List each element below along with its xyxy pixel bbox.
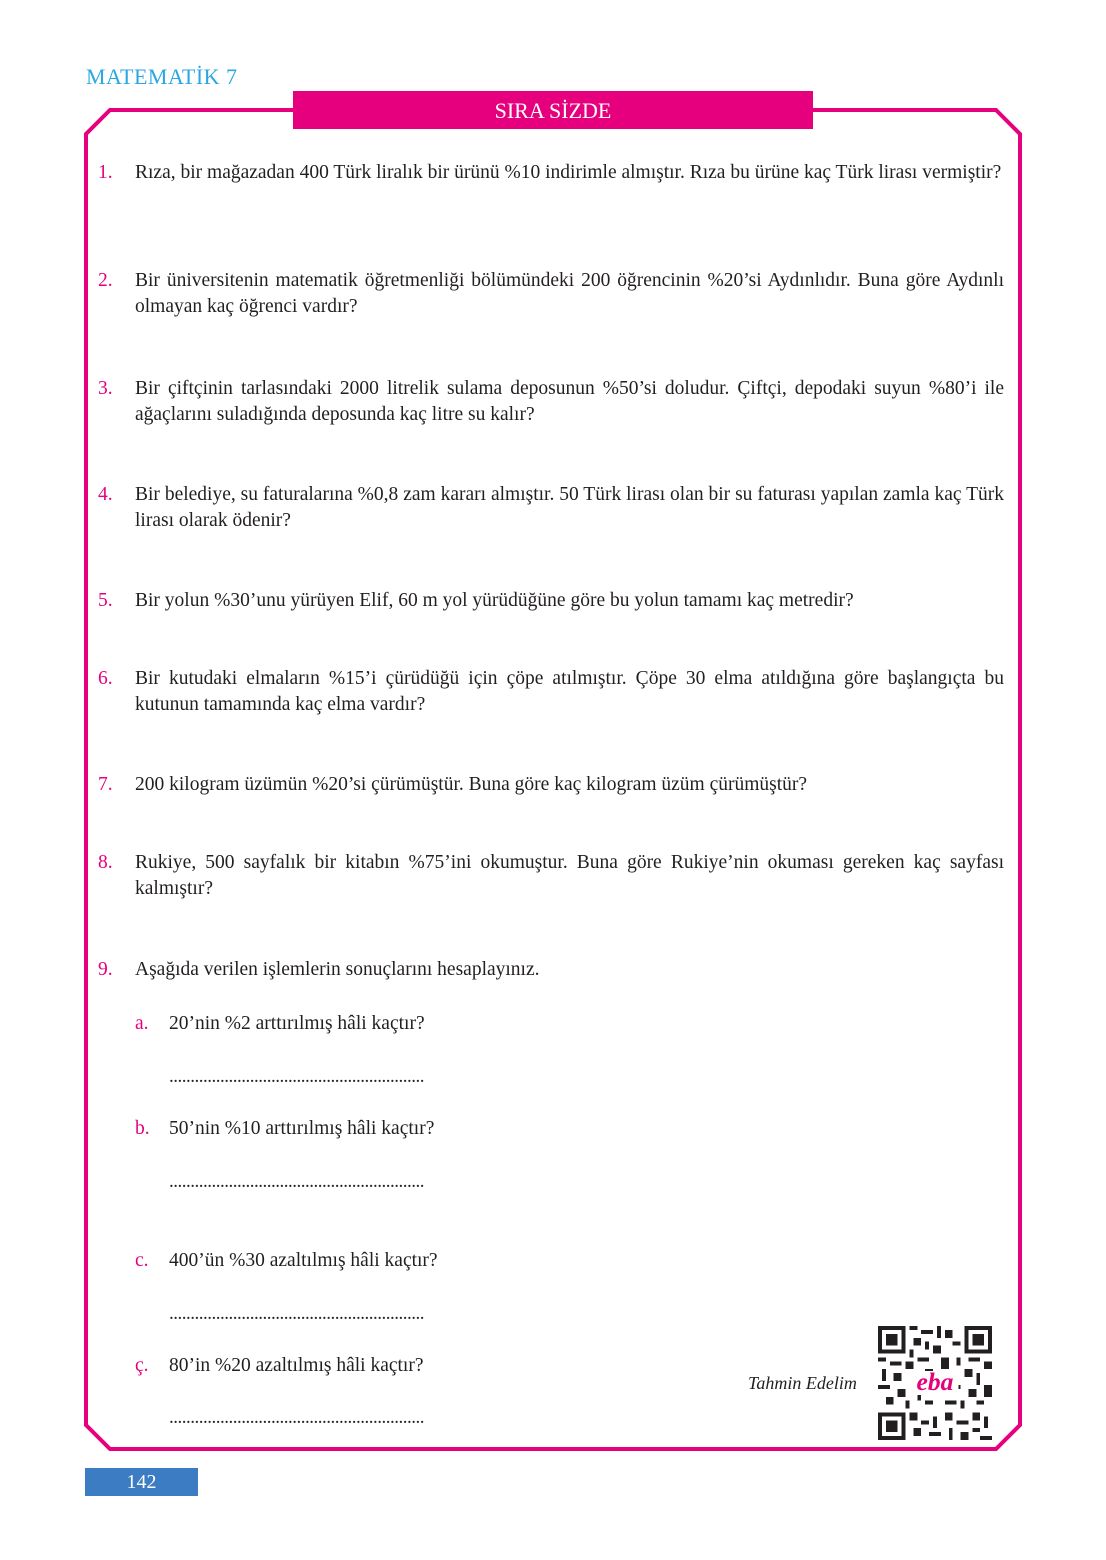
question-number: 9. <box>98 959 113 980</box>
sub-question-cedilla <box>135 1353 424 1379</box>
eba-logo: eba <box>916 1367 954 1397</box>
question-text: Bir çiftçinin tarlasındaki 2000 litrelik sulama deposunun %50’si doludur. Çiftçi, depodaki suyun %80’i ile ağaçlarını suladığında deposunda kaç litre su kalır? <box>135 378 1004 425</box>
sub-question-letter: c. <box>135 1250 149 1271</box>
section-banner: SIRA SİZDE <box>293 91 813 129</box>
question-2 <box>98 268 1004 320</box>
answer-blank[interactable]: ............................................................ <box>169 1407 424 1428</box>
question-6 <box>98 666 1004 718</box>
answer-blank[interactable]: ............................................................ <box>169 1303 424 1324</box>
page-number: 142 <box>85 1468 198 1496</box>
question-1 <box>98 160 1004 186</box>
sub-question-c <box>135 1248 438 1274</box>
question-number: 8. <box>98 852 113 873</box>
question-8 <box>98 850 1004 902</box>
sub-question-b <box>135 1116 434 1142</box>
sub-question-letter: a. <box>135 1013 149 1034</box>
question-9 <box>98 957 1004 983</box>
question-number: 5. <box>98 590 113 611</box>
question-number: 6. <box>98 668 113 689</box>
question-text: Bir üniversitenin matematik öğretmenliği bölümündeki 200 öğrencinin %20’si Aydınlıdır. Buna göre Aydınlı olmayan kaç öğrenci vardır? <box>135 270 1004 317</box>
question-7 <box>98 772 1004 798</box>
sub-question-text: 20’nin %2 arttırılmış hâli kaçtır? <box>169 1013 425 1034</box>
question-number: 2. <box>98 270 113 291</box>
question-text: Bir kutudaki elmaların %15’i çürüdüğü için çöpe atılmıştır. Çöpe 30 elma atıldığına göre başlangıçta bu kutunun tamamında kaç elma vardır? <box>135 668 1004 715</box>
qr-code-icon[interactable] <box>878 1326 992 1440</box>
question-text: Rıza, bir mağazadan 400 Türk liralık bir ürünü %10 indirimle almıştır. Rıza bu ürüne kaç Türk lirası vermiştir? <box>135 162 1002 183</box>
question-number: 1. <box>98 162 113 183</box>
question-4 <box>98 482 1004 534</box>
sub-question-text: 50’nin %10 arttırılmış hâli kaçtır? <box>169 1118 435 1139</box>
question-text: Aşağıda verilen işlemlerin sonuçlarını hesaplayınız. <box>135 959 540 980</box>
book-title: MATEMATİK 7 <box>86 64 238 89</box>
sub-question-a <box>135 1011 425 1037</box>
sub-question-text: 80’in %20 azaltılmış hâli kaçtır? <box>169 1355 424 1376</box>
sub-question-letter: ç. <box>135 1355 149 1376</box>
answer-blank[interactable]: ............................................................ <box>169 1066 424 1087</box>
question-number: 4. <box>98 484 113 505</box>
question-text: Bir belediye, su faturalarına %0,8 zam kararı almıştır. 50 Türk lirası olan bir su faturası yapılan zamla kaç Türk lirası olarak ödenir? <box>135 484 1004 531</box>
question-number: 3. <box>98 378 113 399</box>
sub-question-text: 400’ün %30 azaltılmış hâli kaçtır? <box>169 1250 438 1271</box>
answer-blank[interactable]: ............................................................ <box>169 1171 424 1192</box>
sub-question-letter: b. <box>135 1118 150 1139</box>
question-text: Rukiye, 500 sayfalık bir kitabın %75’ini okumuştur. Buna göre Rukiye’nin okuması gereken kaç sayfası kalmıştır? <box>135 852 1004 899</box>
question-number: 7. <box>98 774 113 795</box>
question-text: 200 kilogram üzümün %20’si çürümüştür. Buna göre kaç kilogram üzüm çürümüştür? <box>135 774 808 795</box>
question-5 <box>98 588 1004 614</box>
question-text: Bir yolun %30’unu yürüyen Elif, 60 m yol yürüdüğüne göre bu yolun tamamı kaç metredir? <box>135 590 854 611</box>
question-3 <box>98 376 1004 428</box>
qr-caption: Tahmin Edelim <box>748 1373 857 1393</box>
